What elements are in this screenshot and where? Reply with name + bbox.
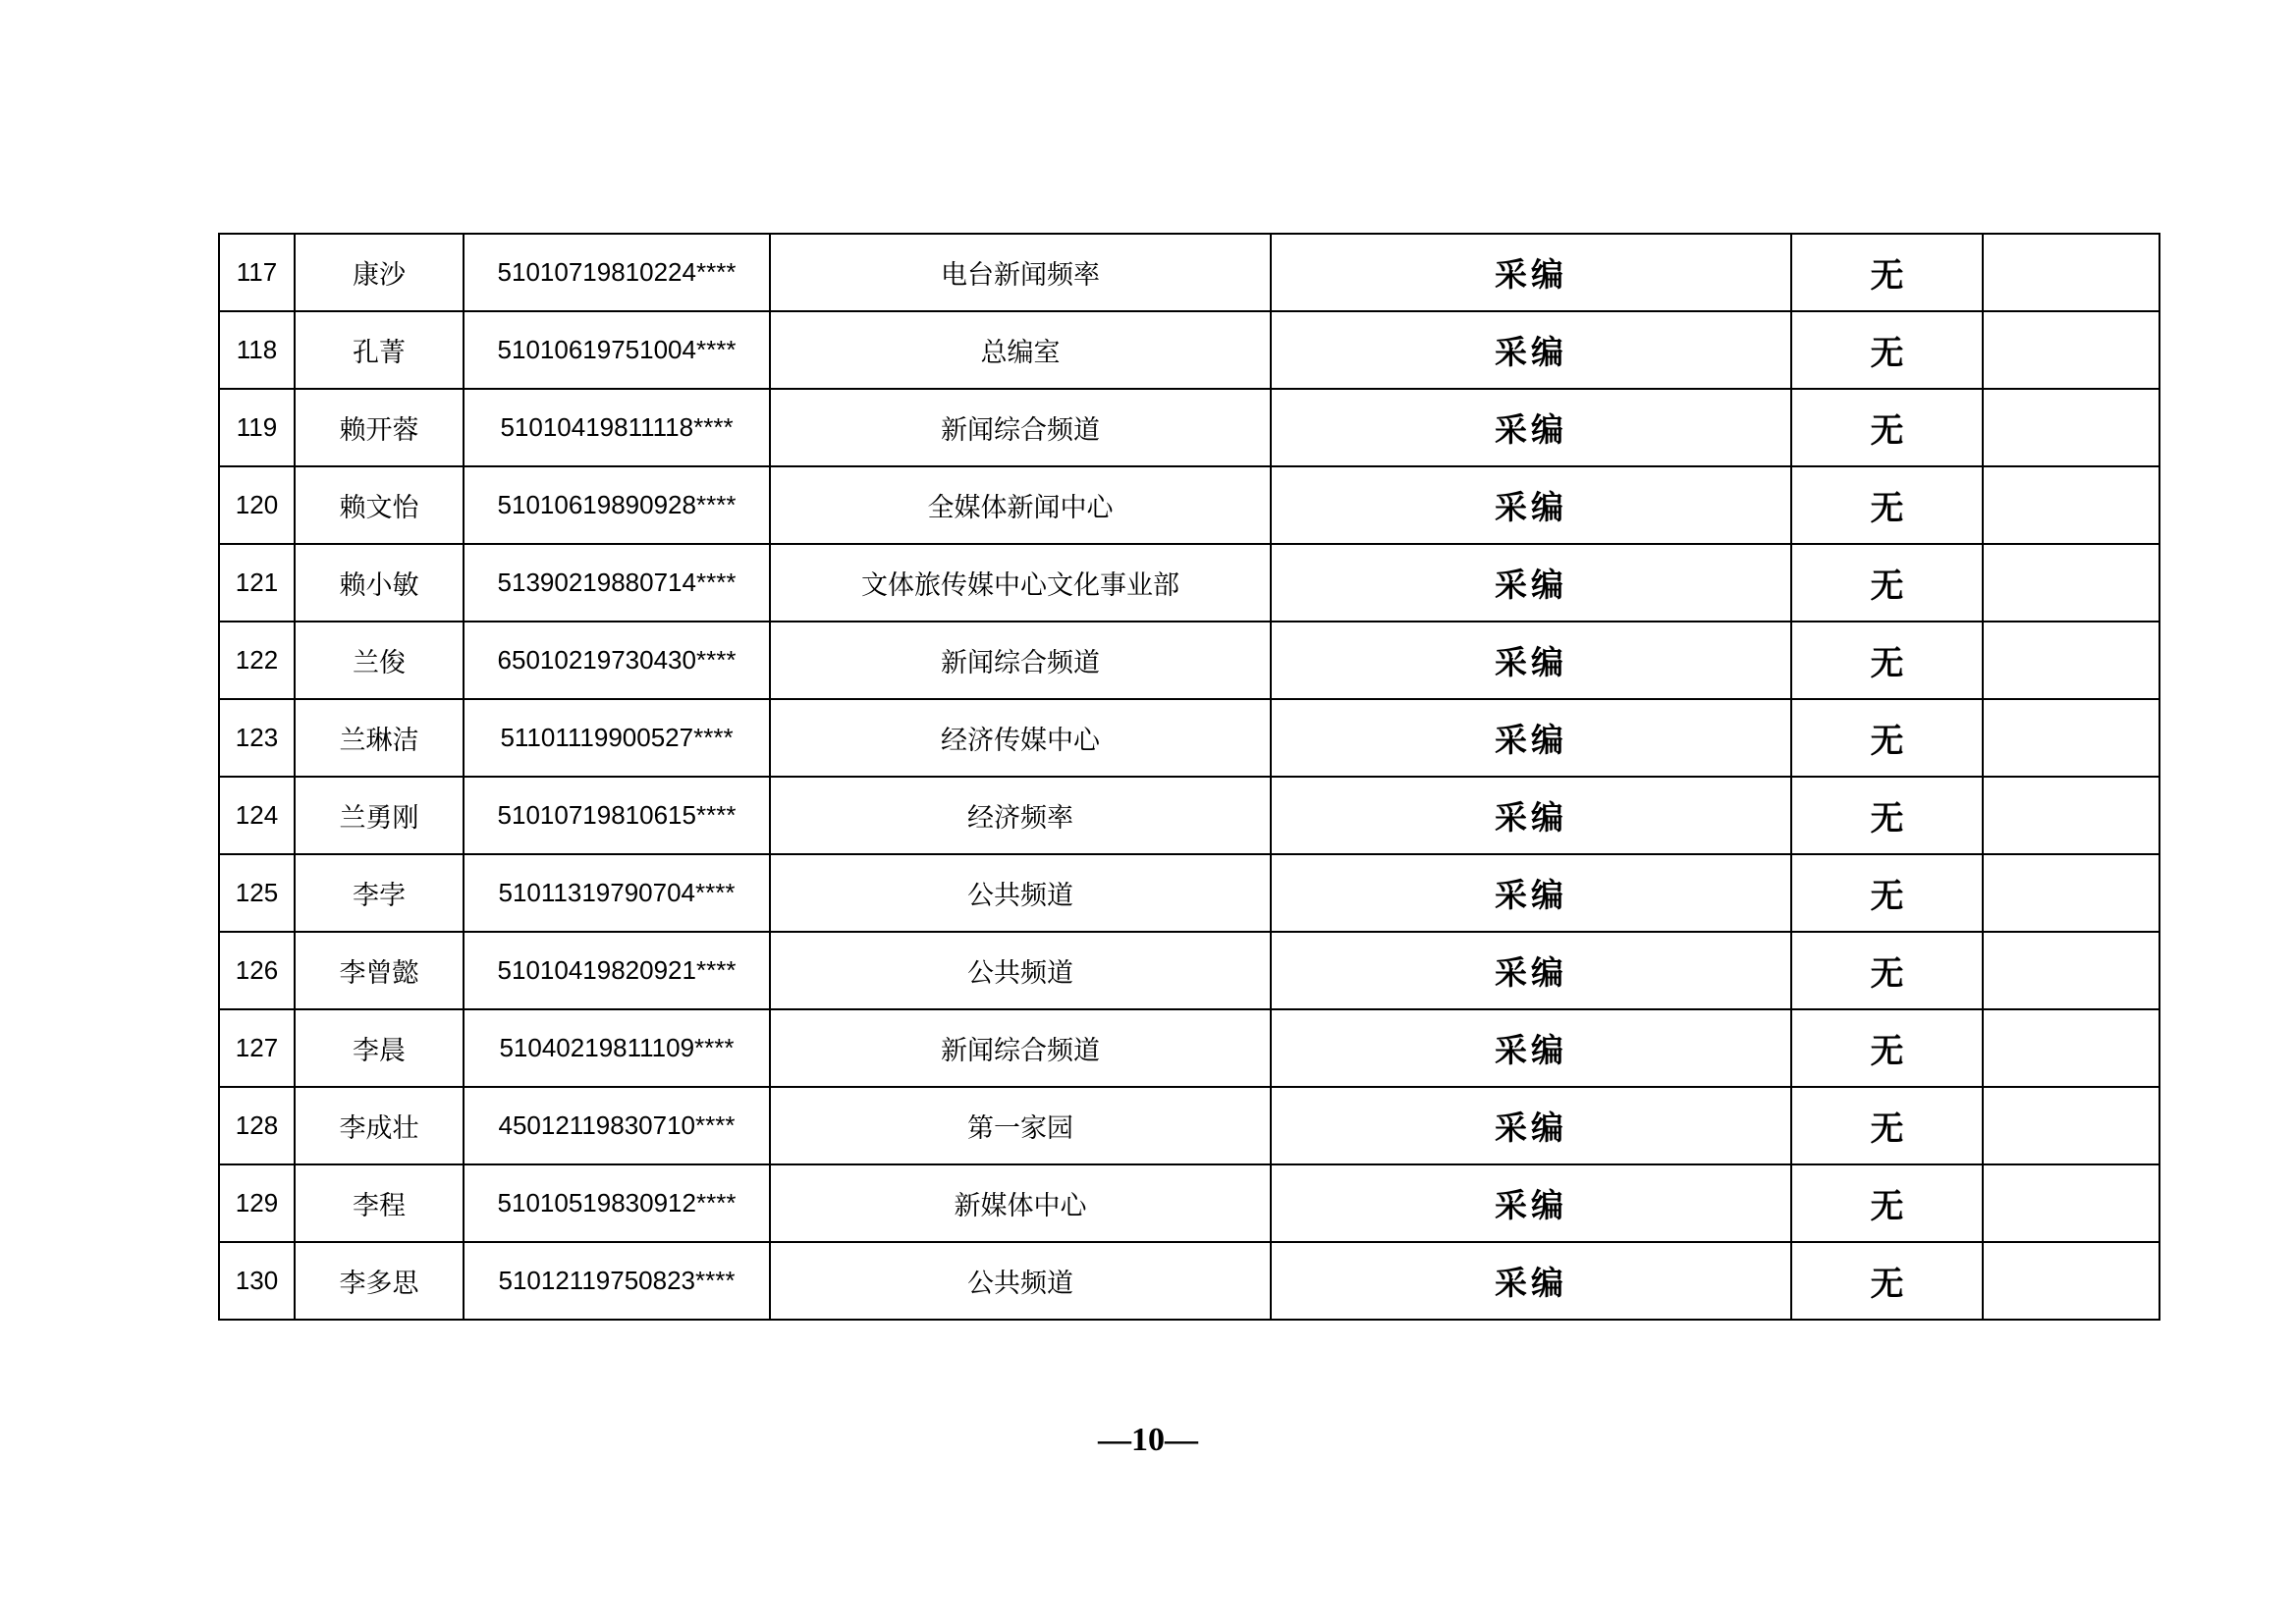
id-number: 51040219811109****	[464, 1009, 770, 1087]
table-row	[219, 932, 2159, 1009]
position-type: 采编	[1271, 389, 1791, 466]
table-row	[219, 234, 2159, 311]
person-name: 李曾懿	[295, 932, 464, 1009]
person-name: 孔菁	[295, 311, 464, 389]
position-type: 采编	[1271, 777, 1791, 854]
table-row	[219, 1009, 2159, 1087]
position-type: 采编	[1271, 234, 1791, 311]
row-number: 128	[219, 1087, 295, 1164]
person-name: 兰俊	[295, 622, 464, 699]
table-row	[219, 1242, 2159, 1320]
person-name: 康沙	[295, 234, 464, 311]
department: 公共频道	[770, 1242, 1271, 1320]
id-number: 51010519830912****	[464, 1164, 770, 1242]
person-name: 赖文怡	[295, 466, 464, 544]
roster-table-body	[219, 234, 2159, 1320]
position-type: 采编	[1271, 932, 1791, 1009]
table-row	[219, 389, 2159, 466]
position-type: 采编	[1271, 544, 1791, 622]
row-number: 123	[219, 699, 295, 777]
remarks	[1983, 466, 2159, 544]
department: 公共频道	[770, 854, 1271, 932]
remarks	[1983, 389, 2159, 466]
department: 新闻综合频道	[770, 1009, 1271, 1087]
id-number: 51011319790704****	[464, 854, 770, 932]
roster-table	[218, 233, 2160, 1321]
position-type: 采编	[1271, 311, 1791, 389]
id-number: 51101119900527****	[464, 699, 770, 777]
department: 电台新闻频率	[770, 234, 1271, 311]
id-number: 51012119750823****	[464, 1242, 770, 1320]
department: 经济传媒中心	[770, 699, 1271, 777]
table-row	[219, 1164, 2159, 1242]
person-name: 兰琳洁	[295, 699, 464, 777]
status-flag: 无	[1791, 389, 1983, 466]
row-number: 120	[219, 466, 295, 544]
department: 新闻综合频道	[770, 622, 1271, 699]
remarks	[1983, 1164, 2159, 1242]
table-row	[219, 854, 2159, 932]
position-type: 采编	[1271, 466, 1791, 544]
status-flag: 无	[1791, 1164, 1983, 1242]
remarks	[1983, 1087, 2159, 1164]
id-number: 51010719810224****	[464, 234, 770, 311]
person-name: 李成壮	[295, 1087, 464, 1164]
position-type: 采编	[1271, 1164, 1791, 1242]
status-flag: 无	[1791, 234, 1983, 311]
table-row	[219, 777, 2159, 854]
id-number: 45012119830710****	[464, 1087, 770, 1164]
remarks	[1983, 311, 2159, 389]
department: 新闻综合频道	[770, 389, 1271, 466]
id-number: 51010619751004****	[464, 311, 770, 389]
row-number: 122	[219, 622, 295, 699]
status-flag: 无	[1791, 466, 1983, 544]
id-number: 51010719810615****	[464, 777, 770, 854]
position-type: 采编	[1271, 1009, 1791, 1087]
status-flag: 无	[1791, 544, 1983, 622]
department: 第一家园	[770, 1087, 1271, 1164]
remarks	[1983, 234, 2159, 311]
remarks	[1983, 932, 2159, 1009]
remarks	[1983, 1242, 2159, 1320]
position-type: 采编	[1271, 622, 1791, 699]
remarks	[1983, 699, 2159, 777]
department: 新媒体中心	[770, 1164, 1271, 1242]
row-number: 127	[219, 1009, 295, 1087]
department: 公共频道	[770, 932, 1271, 1009]
department: 总编室	[770, 311, 1271, 389]
status-flag: 无	[1791, 1009, 1983, 1087]
status-flag: 无	[1791, 932, 1983, 1009]
row-number: 118	[219, 311, 295, 389]
position-type: 采编	[1271, 1242, 1791, 1320]
remarks	[1983, 777, 2159, 854]
id-number: 51390219880714****	[464, 544, 770, 622]
row-number: 121	[219, 544, 295, 622]
table-row	[219, 622, 2159, 699]
department: 全媒体新闻中心	[770, 466, 1271, 544]
status-flag: 无	[1791, 311, 1983, 389]
row-number: 125	[219, 854, 295, 932]
id-number: 51010619890928****	[464, 466, 770, 544]
id-number: 51010419811118****	[464, 389, 770, 466]
person-name: 李程	[295, 1164, 464, 1242]
status-flag: 无	[1791, 1087, 1983, 1164]
person-name: 兰勇刚	[295, 777, 464, 854]
remarks	[1983, 854, 2159, 932]
status-flag: 无	[1791, 777, 1983, 854]
table-row	[219, 466, 2159, 544]
row-number: 119	[219, 389, 295, 466]
person-name: 赖开蓉	[295, 389, 464, 466]
status-flag: 无	[1791, 854, 1983, 932]
status-flag: 无	[1791, 1242, 1983, 1320]
person-name: 李多思	[295, 1242, 464, 1320]
row-number: 129	[219, 1164, 295, 1242]
id-number: 65010219730430****	[464, 622, 770, 699]
position-type: 采编	[1271, 699, 1791, 777]
id-number: 51010419820921****	[464, 932, 770, 1009]
remarks	[1983, 1009, 2159, 1087]
position-type: 采编	[1271, 854, 1791, 932]
status-flag: 无	[1791, 622, 1983, 699]
row-number: 130	[219, 1242, 295, 1320]
person-name: 李晨	[295, 1009, 464, 1087]
department: 文体旅传媒中心文化事业部	[770, 544, 1271, 622]
table-row	[219, 699, 2159, 777]
table-row	[219, 544, 2159, 622]
remarks	[1983, 544, 2159, 622]
row-number: 126	[219, 932, 295, 1009]
table-row	[219, 311, 2159, 389]
remarks	[1983, 622, 2159, 699]
row-number: 117	[219, 234, 295, 311]
position-type: 采编	[1271, 1087, 1791, 1164]
status-flag: 无	[1791, 699, 1983, 777]
row-number: 124	[219, 777, 295, 854]
department: 经济频率	[770, 777, 1271, 854]
page-number: —10—	[1098, 1422, 1198, 1458]
person-name: 赖小敏	[295, 544, 464, 622]
table-row	[219, 1087, 2159, 1164]
person-name: 李孛	[295, 854, 464, 932]
